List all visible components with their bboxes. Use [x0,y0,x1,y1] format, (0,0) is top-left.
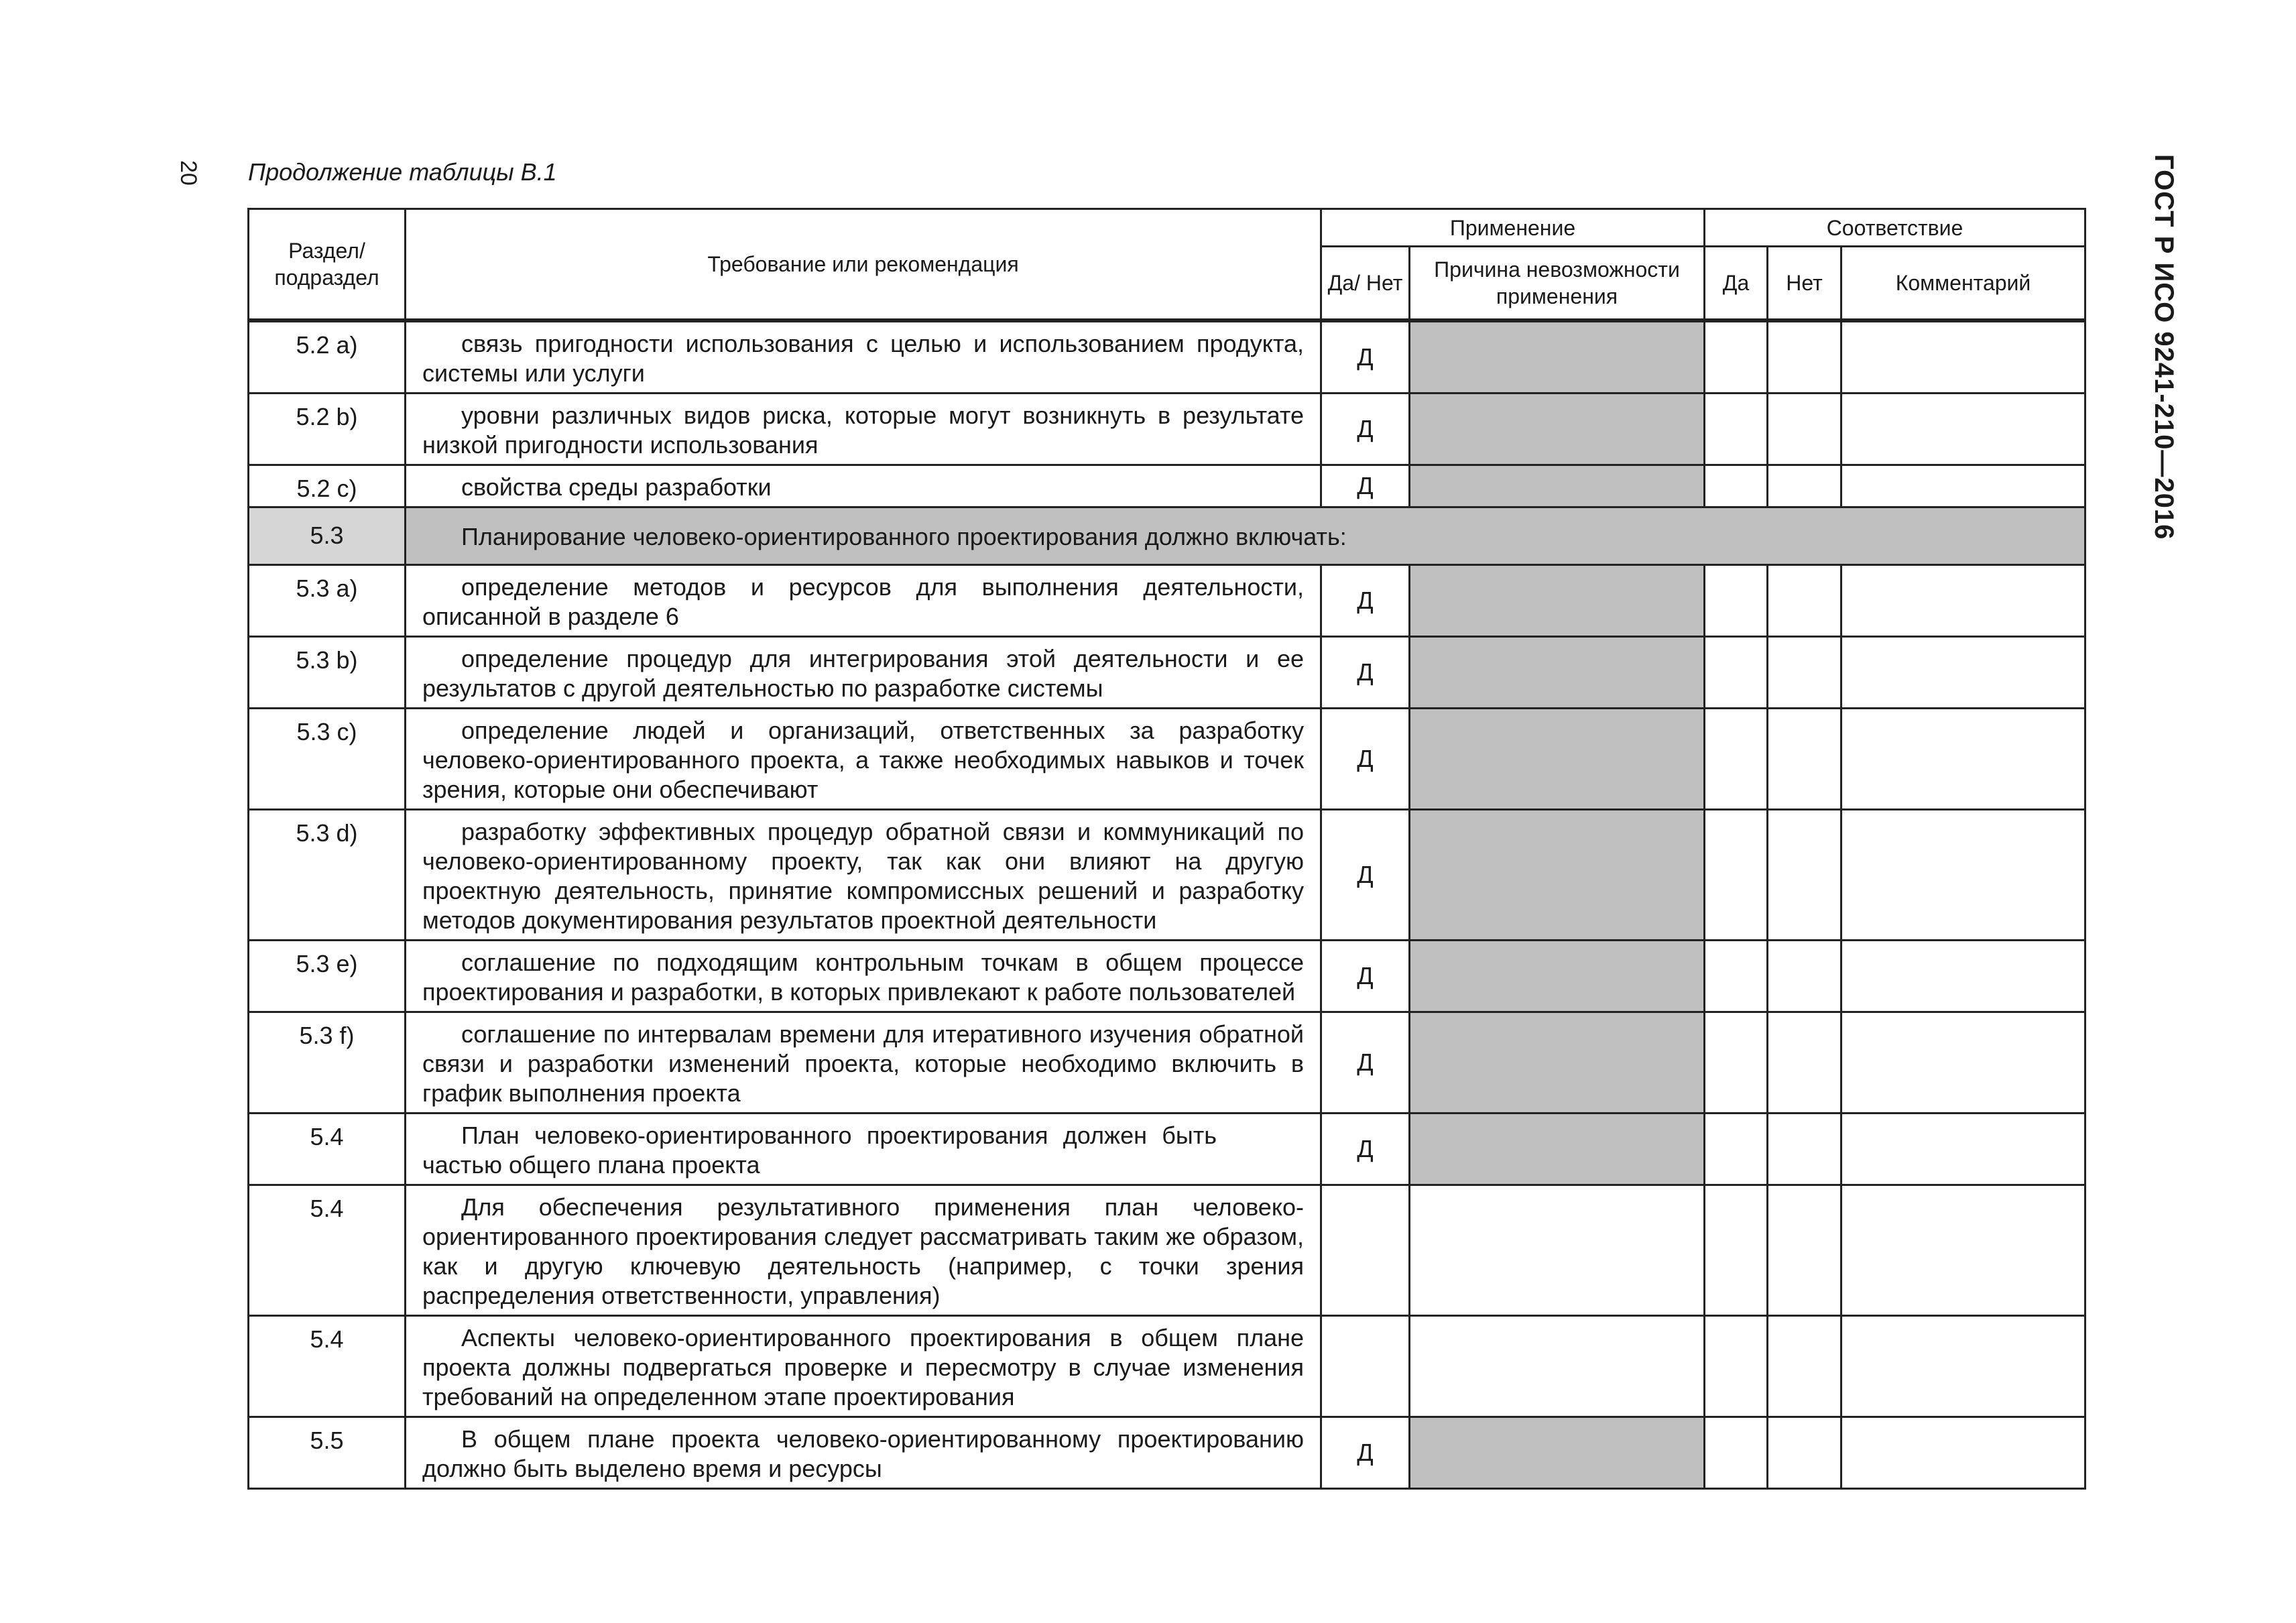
row-comment [1841,1315,2086,1417]
row-applies: Д [1321,1417,1410,1488]
row-yes [1705,809,1768,940]
row-applies: Д [1321,564,1410,636]
requirements-table [247,208,2086,1490]
row-yes [1705,1417,1768,1488]
row-requirement: соглашение по интервалам времени для итеративного изучения обратной связи и разработки изменений проекта, которые необходимо включить в график выполнения проекта [406,1012,1321,1113]
row-reason [1410,940,1705,1012]
table-row [249,809,2086,940]
table-row [249,320,2086,394]
row-reason [1410,1185,1705,1315]
header-requirement: Требование или рекомендация [406,209,1321,320]
row-comment [1841,636,2086,708]
row-section: 5.2 c) [249,465,406,507]
table-row [249,1315,2086,1417]
row-section: 5.4 [249,1113,406,1185]
row-comment [1841,809,2086,940]
row-yes [1705,1012,1768,1113]
row-no [1768,1012,1841,1113]
row-comment [1841,708,2086,809]
header-yes-no: Да/ Нет [1321,247,1410,320]
row-reason [1410,465,1705,507]
row-section: 5.3 d) [249,809,406,940]
row-applies: Д [1321,393,1410,465]
row-yes [1705,564,1768,636]
table-caption: Продолжение таблицы B.1 [248,158,557,186]
row-reason [1410,1417,1705,1488]
row-reason [1410,1012,1705,1113]
row-requirement: План человеко-ориентированного проектирования должен быть частью общего плана проекта [406,1113,1321,1185]
table-row [249,465,2086,507]
row-yes [1705,636,1768,708]
row-requirement: определение процедур для интегрирования этой деятельности и ее результатов с другой деятельностью по разработке системы [406,636,1321,708]
row-applies: Д [1321,465,1410,507]
row-comment [1841,564,2086,636]
table-row [249,393,2086,465]
header-section: Раздел/ подраздел [249,209,406,320]
row-applies: Д [1321,320,1410,394]
row-no [1768,809,1841,940]
row-no [1768,564,1841,636]
row-no [1768,320,1841,394]
page-number: 20 [176,160,201,186]
row-reason [1410,393,1705,465]
row-section: 5.3 c) [249,708,406,809]
header-comment: Комментарий [1841,247,2086,320]
row-reason [1410,1315,1705,1417]
row-reason [1410,809,1705,940]
row-no [1768,1417,1841,1488]
row-yes [1705,1113,1768,1185]
row-section: 5.2 a) [249,320,406,394]
header-application: Применение [1321,209,1705,247]
header-no: Нет [1768,247,1841,320]
row-requirement: свойства среды разработки [406,465,1321,507]
row-section: 5.4 [249,1185,406,1315]
header-reason: Причина невозможности применения [1410,247,1705,320]
row-no [1768,465,1841,507]
row-comment [1841,1012,2086,1113]
row-yes [1705,393,1768,465]
table-row [249,940,2086,1012]
row-section: 5.3 f) [249,1012,406,1113]
table-row [249,1185,2086,1315]
table-row [249,636,2086,708]
row-comment [1841,1185,2086,1315]
row-requirement: разработку эффективных процедур обратной связи и коммуникаций по человеко-ориентированному проекту, так как они влияют на другую проектную деятельность, принятие компромиссных решений и разработку методов документирования результатов проектной деятельности [406,809,1321,940]
row-yes [1705,940,1768,1012]
row-applies: Д [1321,1113,1410,1185]
row-comment [1841,320,2086,394]
row-comment [1841,1113,2086,1185]
row-comment [1841,393,2086,465]
row-applies: Д [1321,940,1410,1012]
row-comment [1841,465,2086,507]
row-applies: Д [1321,636,1410,708]
row-no [1768,393,1841,465]
row-reason [1410,708,1705,809]
row-requirement: Аспекты человеко-ориентированного проектирования в общем плане проекта должны подвергаться проверке и пересмотру в случае изменения требований на определенном этапе проектирования [406,1315,1321,1417]
row-comment [1841,1417,2086,1488]
row-yes [1705,1185,1768,1315]
standard-title: ГОСТ Р ИСО 9241-210—2016 [2149,154,2179,540]
row-section: 5.4 [249,1315,406,1417]
table-row [249,1113,2086,1185]
row-requirement: определение людей и организаций, ответственных за разработку человеко-ориентированного проекта, а также необходимых навыков и точек зрения, которые они обеспечивают [406,708,1321,809]
row-section: 5.3 a) [249,564,406,636]
row-yes [1705,708,1768,809]
row-reason [1410,320,1705,394]
row-requirement: соглашение по подходящим контрольным точкам в общем процессе проектирования и разработки, в которых привлекают к работе пользователей [406,940,1321,1012]
row-no [1768,940,1841,1012]
row-no [1768,1113,1841,1185]
row-no [1768,1185,1841,1315]
row-section: 5.2 b) [249,393,406,465]
header-yes: Да [1705,247,1768,320]
table-row [249,708,2086,809]
table-row [249,1417,2086,1488]
row-section: 5.3 [249,507,406,564]
row-comment [1841,940,2086,1012]
header-conformity: Соответствие [1705,209,2086,247]
row-applies: Д [1321,708,1410,809]
row-requirement: В общем плане проекта человеко-ориентированному проектированию должно быть выделено время и ресурсы [406,1417,1321,1488]
row-applies: Д [1321,1012,1410,1113]
row-requirement: определение методов и ресурсов для выполнения деятельности, описанной в разделе 6 [406,564,1321,636]
row-reason [1410,564,1705,636]
row-no [1768,708,1841,809]
row-requirement: уровни различных видов риска, которые могут возникнуть в результате низкой пригодности использования [406,393,1321,465]
table-row [249,1012,2086,1113]
row-requirement: связь пригодности использования с целью и использованием продукта, системы или услуги [406,320,1321,394]
row-requirement: Планирование человеко-ориентированного проектирования должно включать: [406,507,2086,564]
row-reason [1410,1113,1705,1185]
table-row [249,564,2086,636]
row-no [1768,636,1841,708]
row-no [1768,1315,1841,1417]
row-yes [1705,1315,1768,1417]
row-section: 5.3 b) [249,636,406,708]
row-applies [1321,1315,1410,1417]
row-section: 5.5 [249,1417,406,1488]
row-applies [1321,1185,1410,1315]
row-yes [1705,320,1768,394]
table-group-row [249,507,2086,564]
row-section: 5.3 e) [249,940,406,1012]
row-reason [1410,636,1705,708]
row-applies: Д [1321,809,1410,940]
row-requirement: Для обеспечения результативного применения план человеко-ориентированного проектирования следует рассматривать таким же образом, как и другую ключевую деятельность (например, с точки зрения распределения ответственности, управления) [406,1185,1321,1315]
row-yes [1705,465,1768,507]
